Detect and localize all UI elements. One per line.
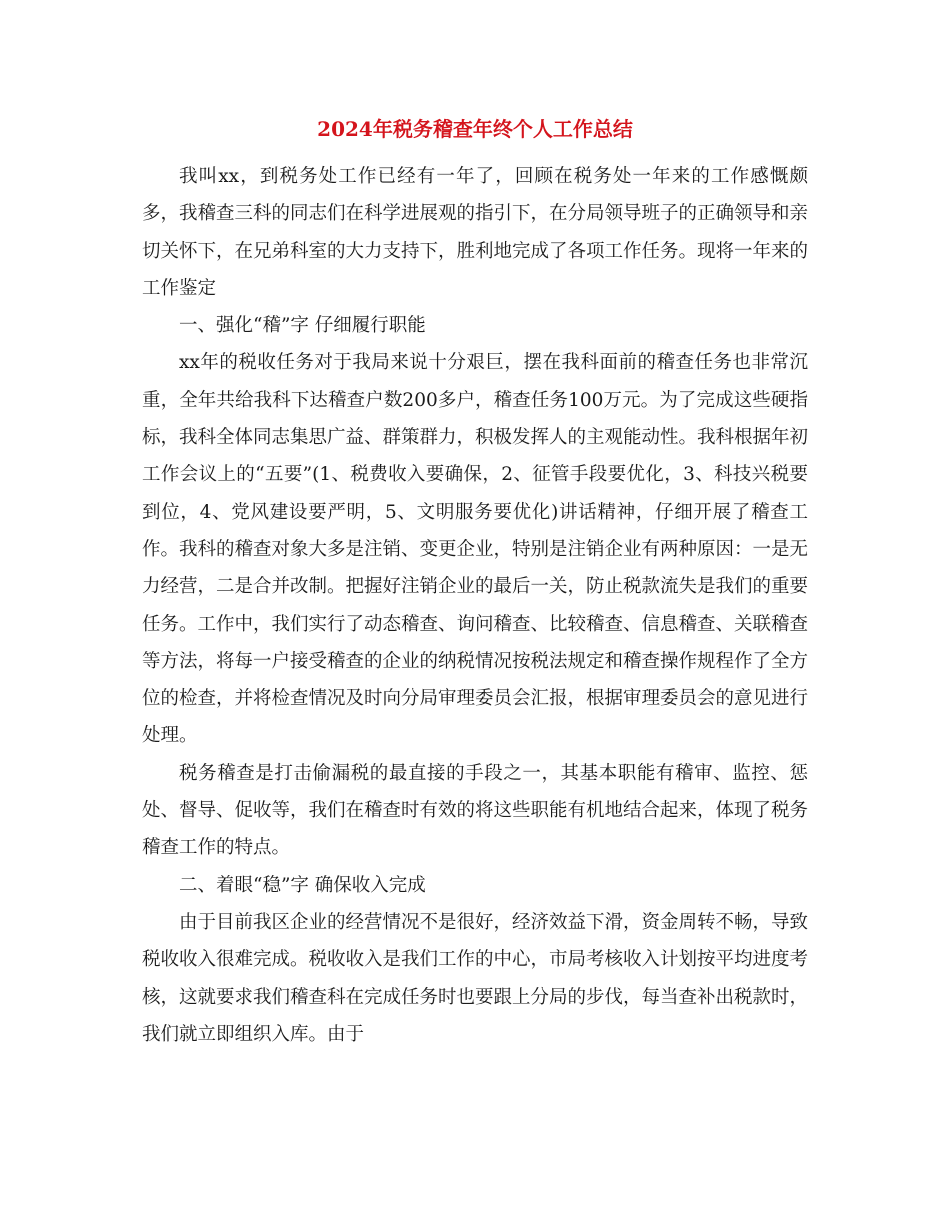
paragraph-section-1-main: xx年的税收任务对于我局来说十分艰巨，摆在我科面前的稽查任务也非常沉重，全年共给我科下达稽查户数200多户，稽查任务100万元。为了完成这些硬指标，我科全体同志集思广益、群策群力，积极发挥人的主观能动性。我科根据年初工作会议上的“五要”(1、税费收入要确保，2、征管手段要优化，3、科技兴税要到位，4、党风建设要严明，5、文明服务要优化)讲话精神，仔细开展了稽查工作。我科的稽查对象大多是注销、变更企业，特别是注销企业有两种原因：一是无力经营，二是合并改制。把握好注销企业的最后一关，防止税款流失是我们的重要任务。工作中，我们实行了动态稽查、询问稽查、比较稽查、信息稽查、关联稽查等方法，将每一户接受稽查的企业的纳税情况按税法规定和稽查操作规程作了全方位的检查，并将检查情况及时向分局审理委员会汇报，根据审理委员会的意见进行处理。	[142, 352, 809, 747]
document-body	[142, 158, 808, 1053]
document-title: 2024年税务稽查年终个人工作总结	[317, 117, 633, 141]
paragraph-section-2-main: 由于目前我区企业的经营情况不是很好，经济效益下滑，资金周转不畅，导致税收收入很难完成。税收收入是我们工作的中心，市局考核收入计划按平均进度考核，这就要求我们稽查科在完成任务时也要跟上分局的步伐，每当查补出税款时，我们就立即组织入库。由于	[142, 911, 809, 1045]
section-heading-1: 一、强化“稽”字 仔细履行职能	[179, 315, 426, 337]
paragraph-section-1-functions: 税务稽查是打击偷漏税的最直接的手段之一，其基本职能有稽审、监控、惩处、督导、促收等，我们在稽查时有效的将这些职能有机地结合起来，体现了税务稽查工作的特点。	[142, 762, 809, 859]
section-heading-2: 二、着眼“稳”字 确保收入完成	[179, 874, 426, 896]
paragraph-intro: 我叫xx，到税务处工作已经有一年了，回顾在税务处一年来的工作感慨颇多，我稽查三科的同志们在科学进展观的指引下，在分局领导班子的正确领导和亲切关怀下，在兄弟科室的大力支持下，胜利地完成了各项工作任务。现将一年来的工作鉴定	[142, 166, 809, 299]
